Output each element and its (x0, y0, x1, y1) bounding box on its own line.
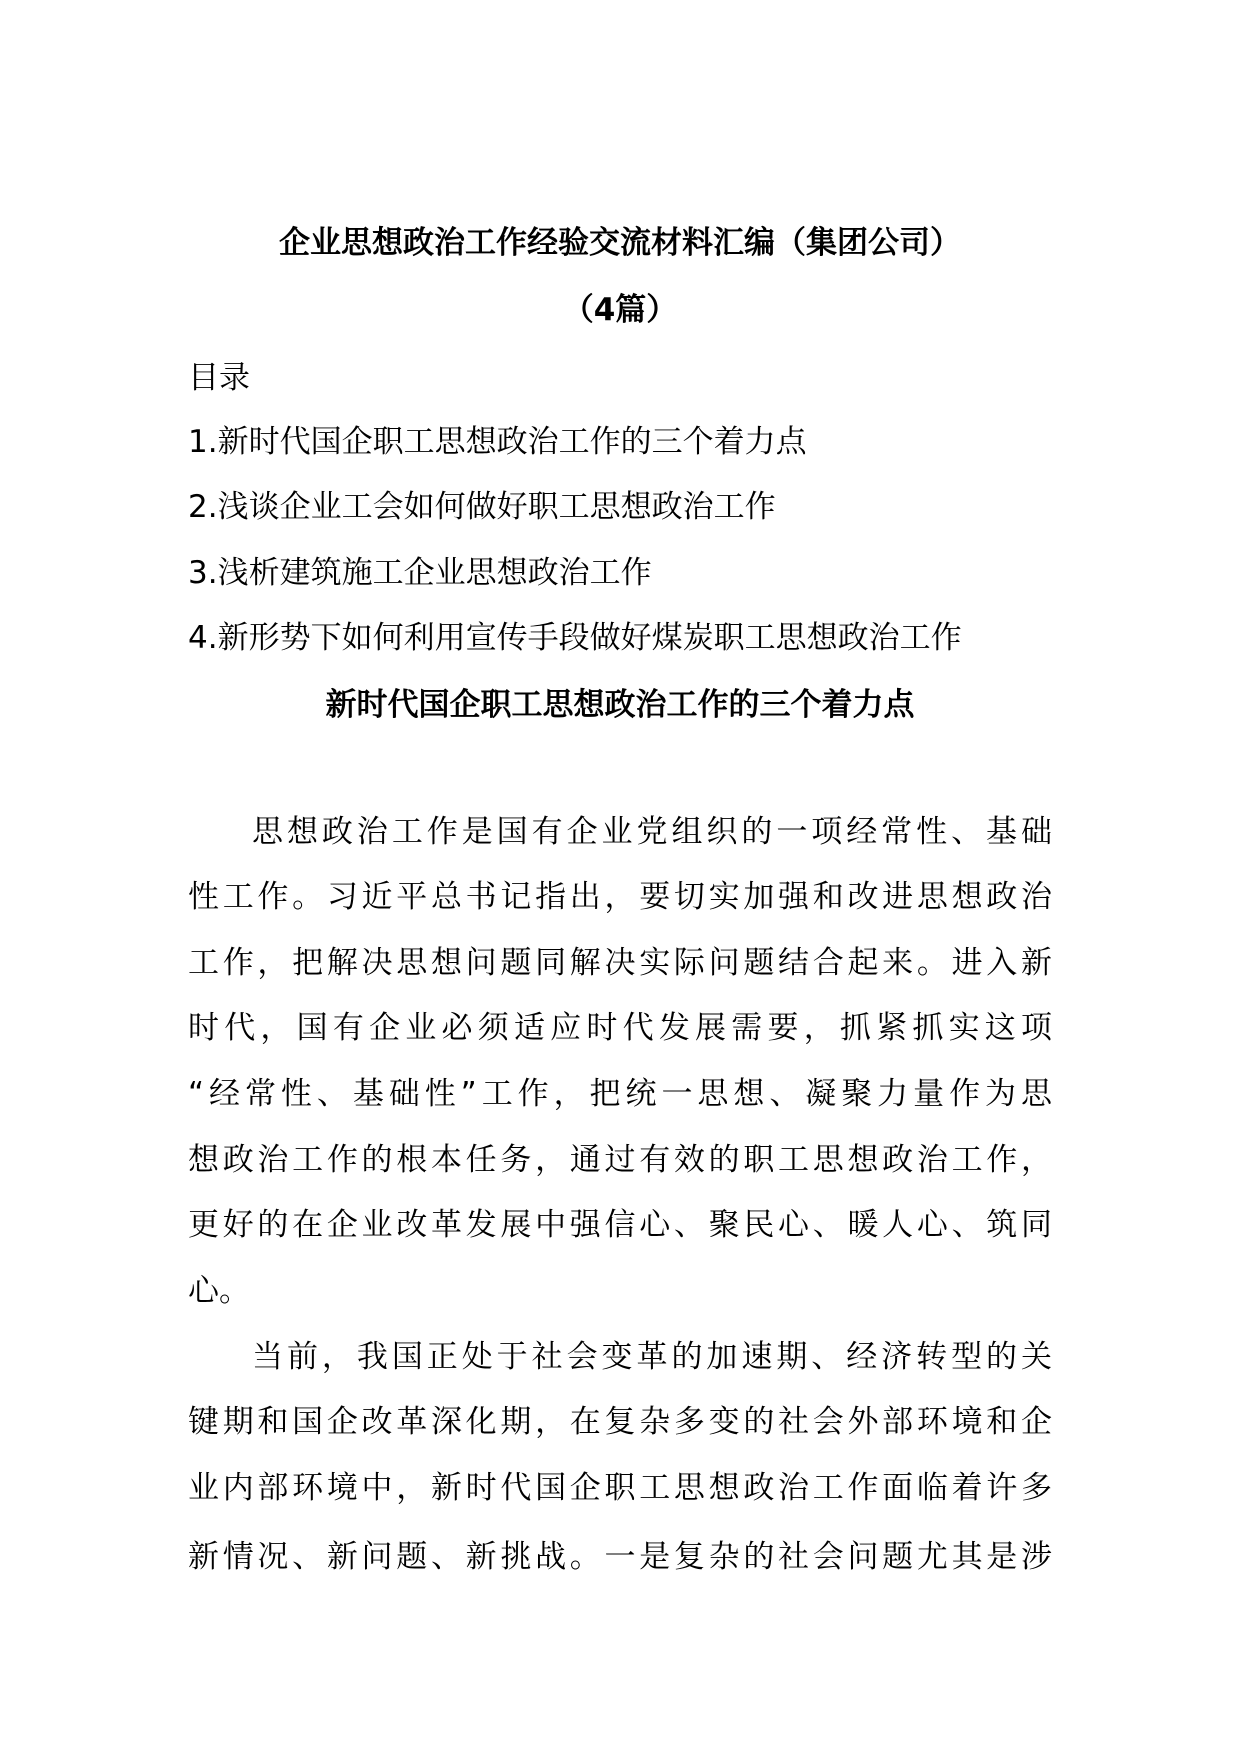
section-heading: 新时代国企职工思想政治工作的三个着力点 (325, 687, 915, 723)
paragraph-line: 心。 (188, 1273, 250, 1309)
toc-item[interactable]: 2.浅谈企业工会如何做好职工思想政治工作 (188, 489, 776, 525)
paragraph-line: 新情况、新问题、新挑战。一是复杂的社会问题尤其是涉 (188, 1539, 1052, 1575)
toc-item[interactable]: 4.新形势下如何利用宣传手段做好煤炭职工思想政治工作 (188, 620, 962, 656)
paragraph-line: 当前，我国正处于社会变革的加速期、经济转型的关 (252, 1339, 1052, 1375)
paragraph-line: 想政治工作的根本任务，通过有效的职工思想政治工作， (188, 1142, 1052, 1178)
paragraph-line: 更好的在企业改革发展中强信心、聚民心、暖人心、筑同 (188, 1207, 1052, 1243)
paragraph-line: “经常性、基础性”工作，把统一思想、凝聚力量作为思 (188, 1076, 1052, 1112)
paragraph-line: 业内部环境中，新时代国企职工思想政治工作面临着许多 (188, 1470, 1052, 1506)
toc-item[interactable]: 3.浅析建筑施工企业思想政治工作 (188, 555, 652, 591)
toc-label: 目录 (188, 360, 250, 396)
document-title: 企业思想政治工作经验交流材料汇编（集团公司） (279, 225, 961, 261)
paragraph-line: 性工作。习近平总书记指出，要切实加强和改进思想政治 (188, 879, 1052, 915)
paragraph-line: 键期和国企改革深化期，在复杂多变的社会外部环境和企 (188, 1404, 1052, 1440)
paragraph-line: 时代，国有企业必须适应时代发展需要，抓紧抓实这项 (188, 1010, 1052, 1046)
toc-item[interactable]: 1.新时代国企职工思想政治工作的三个着力点 (188, 424, 807, 460)
paragraph-line: 思想政治工作是国有企业党组织的一项经常性、基础 (252, 814, 1052, 850)
paragraph-line: 工作，把解决思想问题同解决实际问题结合起来。进入新 (188, 945, 1052, 981)
document-subtitle: （4篇） (562, 292, 678, 328)
